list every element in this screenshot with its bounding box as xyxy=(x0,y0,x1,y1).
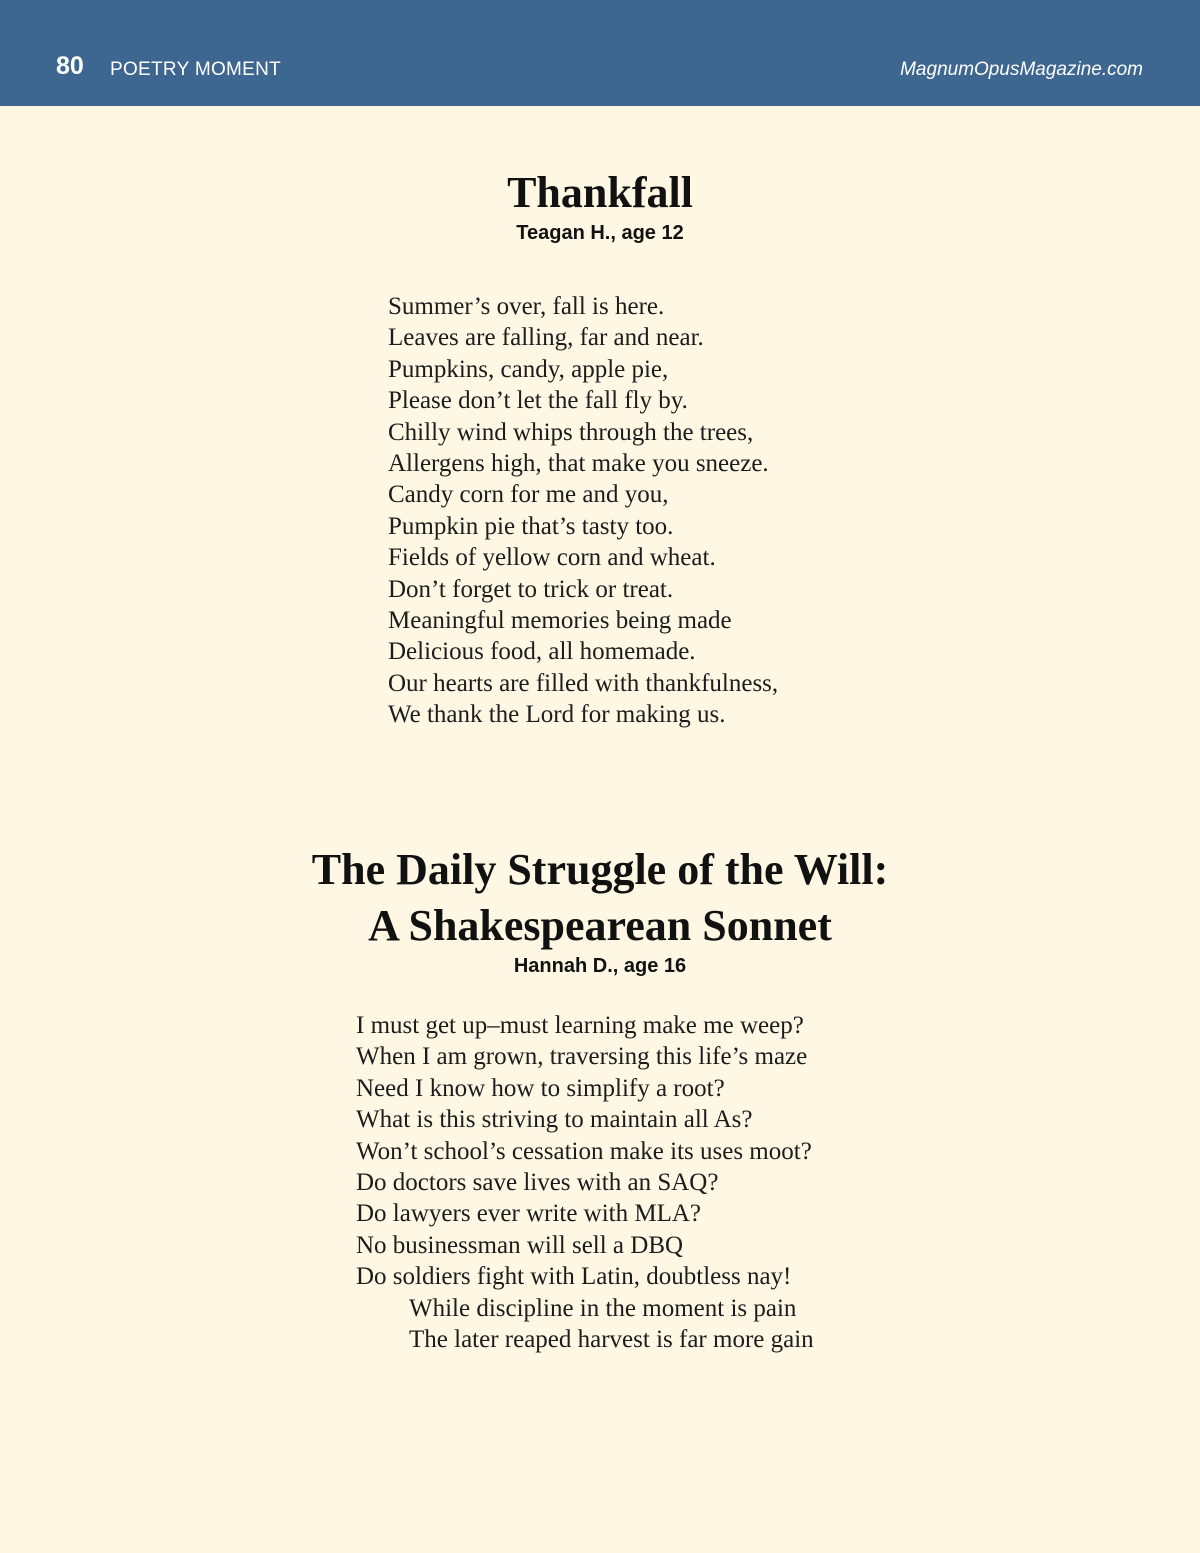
poem-line: Delicious food, all homemade. xyxy=(388,638,696,666)
poem-line: When I am grown, traversing this life’s maze xyxy=(356,1043,808,1071)
poem-line: Do lawyers ever write with MLA? xyxy=(356,1200,702,1228)
poem-line: Our hearts are filled with thankfulness, xyxy=(388,669,779,697)
poem-body xyxy=(356,1010,814,1355)
poem-line: Won’t school’s cessation make its uses moot? xyxy=(356,1137,812,1165)
poem-line: I must get up–must learning make me weep? xyxy=(356,1012,804,1039)
poem-line: Candy corn for me and you, xyxy=(388,481,669,509)
poem-line: The later reaped harvest is far more gain xyxy=(409,1326,814,1354)
poem-line: Summer’s over, fall is here. xyxy=(388,293,665,320)
poem-line: Don’t forget to trick or treat. xyxy=(388,575,674,603)
poem-line: Do doctors save lives with an SAQ? xyxy=(356,1169,719,1197)
poem-line: Pumpkins, candy, apple pie, xyxy=(388,355,669,383)
poem-author: Teagan H., age 12 xyxy=(516,222,684,244)
poem-line: Please don’t let the fall fly by. xyxy=(388,387,688,415)
site-url: MagnumOpusMagazine.com xyxy=(900,59,1143,80)
poem-line: No businessman will sell a DBQ xyxy=(356,1231,684,1259)
poem-line: Meaningful memories being made xyxy=(388,607,732,635)
poem-title-daily-struggle xyxy=(0,842,1200,954)
poem-line: While discipline in the moment is pain xyxy=(409,1294,797,1322)
poem-title-line: A Shakespearean Sonnet xyxy=(368,901,832,950)
poem-line: Do soldiers fight with Latin, doubtless nay! xyxy=(356,1263,792,1291)
page-number: 80 xyxy=(56,52,84,80)
poem-title-line: Thankfall xyxy=(507,168,693,217)
poem-line: Allergens high, that make you sneeze. xyxy=(388,450,769,478)
page-header xyxy=(0,0,1200,106)
poem-line: Pumpkin pie that’s tasty too. xyxy=(388,512,674,540)
poem-line: Fields of yellow corn and wheat. xyxy=(388,544,716,572)
poem-body xyxy=(388,291,778,731)
poem-title-thankfall xyxy=(0,165,1200,221)
poem-line: Chilly wind whips through the trees, xyxy=(388,418,754,446)
poem-line: What is this striving to maintain all As? xyxy=(356,1106,753,1134)
poem-line: Need I know how to simplify a root? xyxy=(356,1074,725,1102)
poem-author: Hannah D., age 16 xyxy=(513,955,687,977)
poem-line: We thank the Lord for making us. xyxy=(388,701,726,729)
poem-line: Leaves are falling, far and near. xyxy=(388,324,704,352)
poem-title-line: The Daily Struggle of the Will: xyxy=(311,845,889,894)
section-label: POETRY MOMENT xyxy=(110,59,282,80)
